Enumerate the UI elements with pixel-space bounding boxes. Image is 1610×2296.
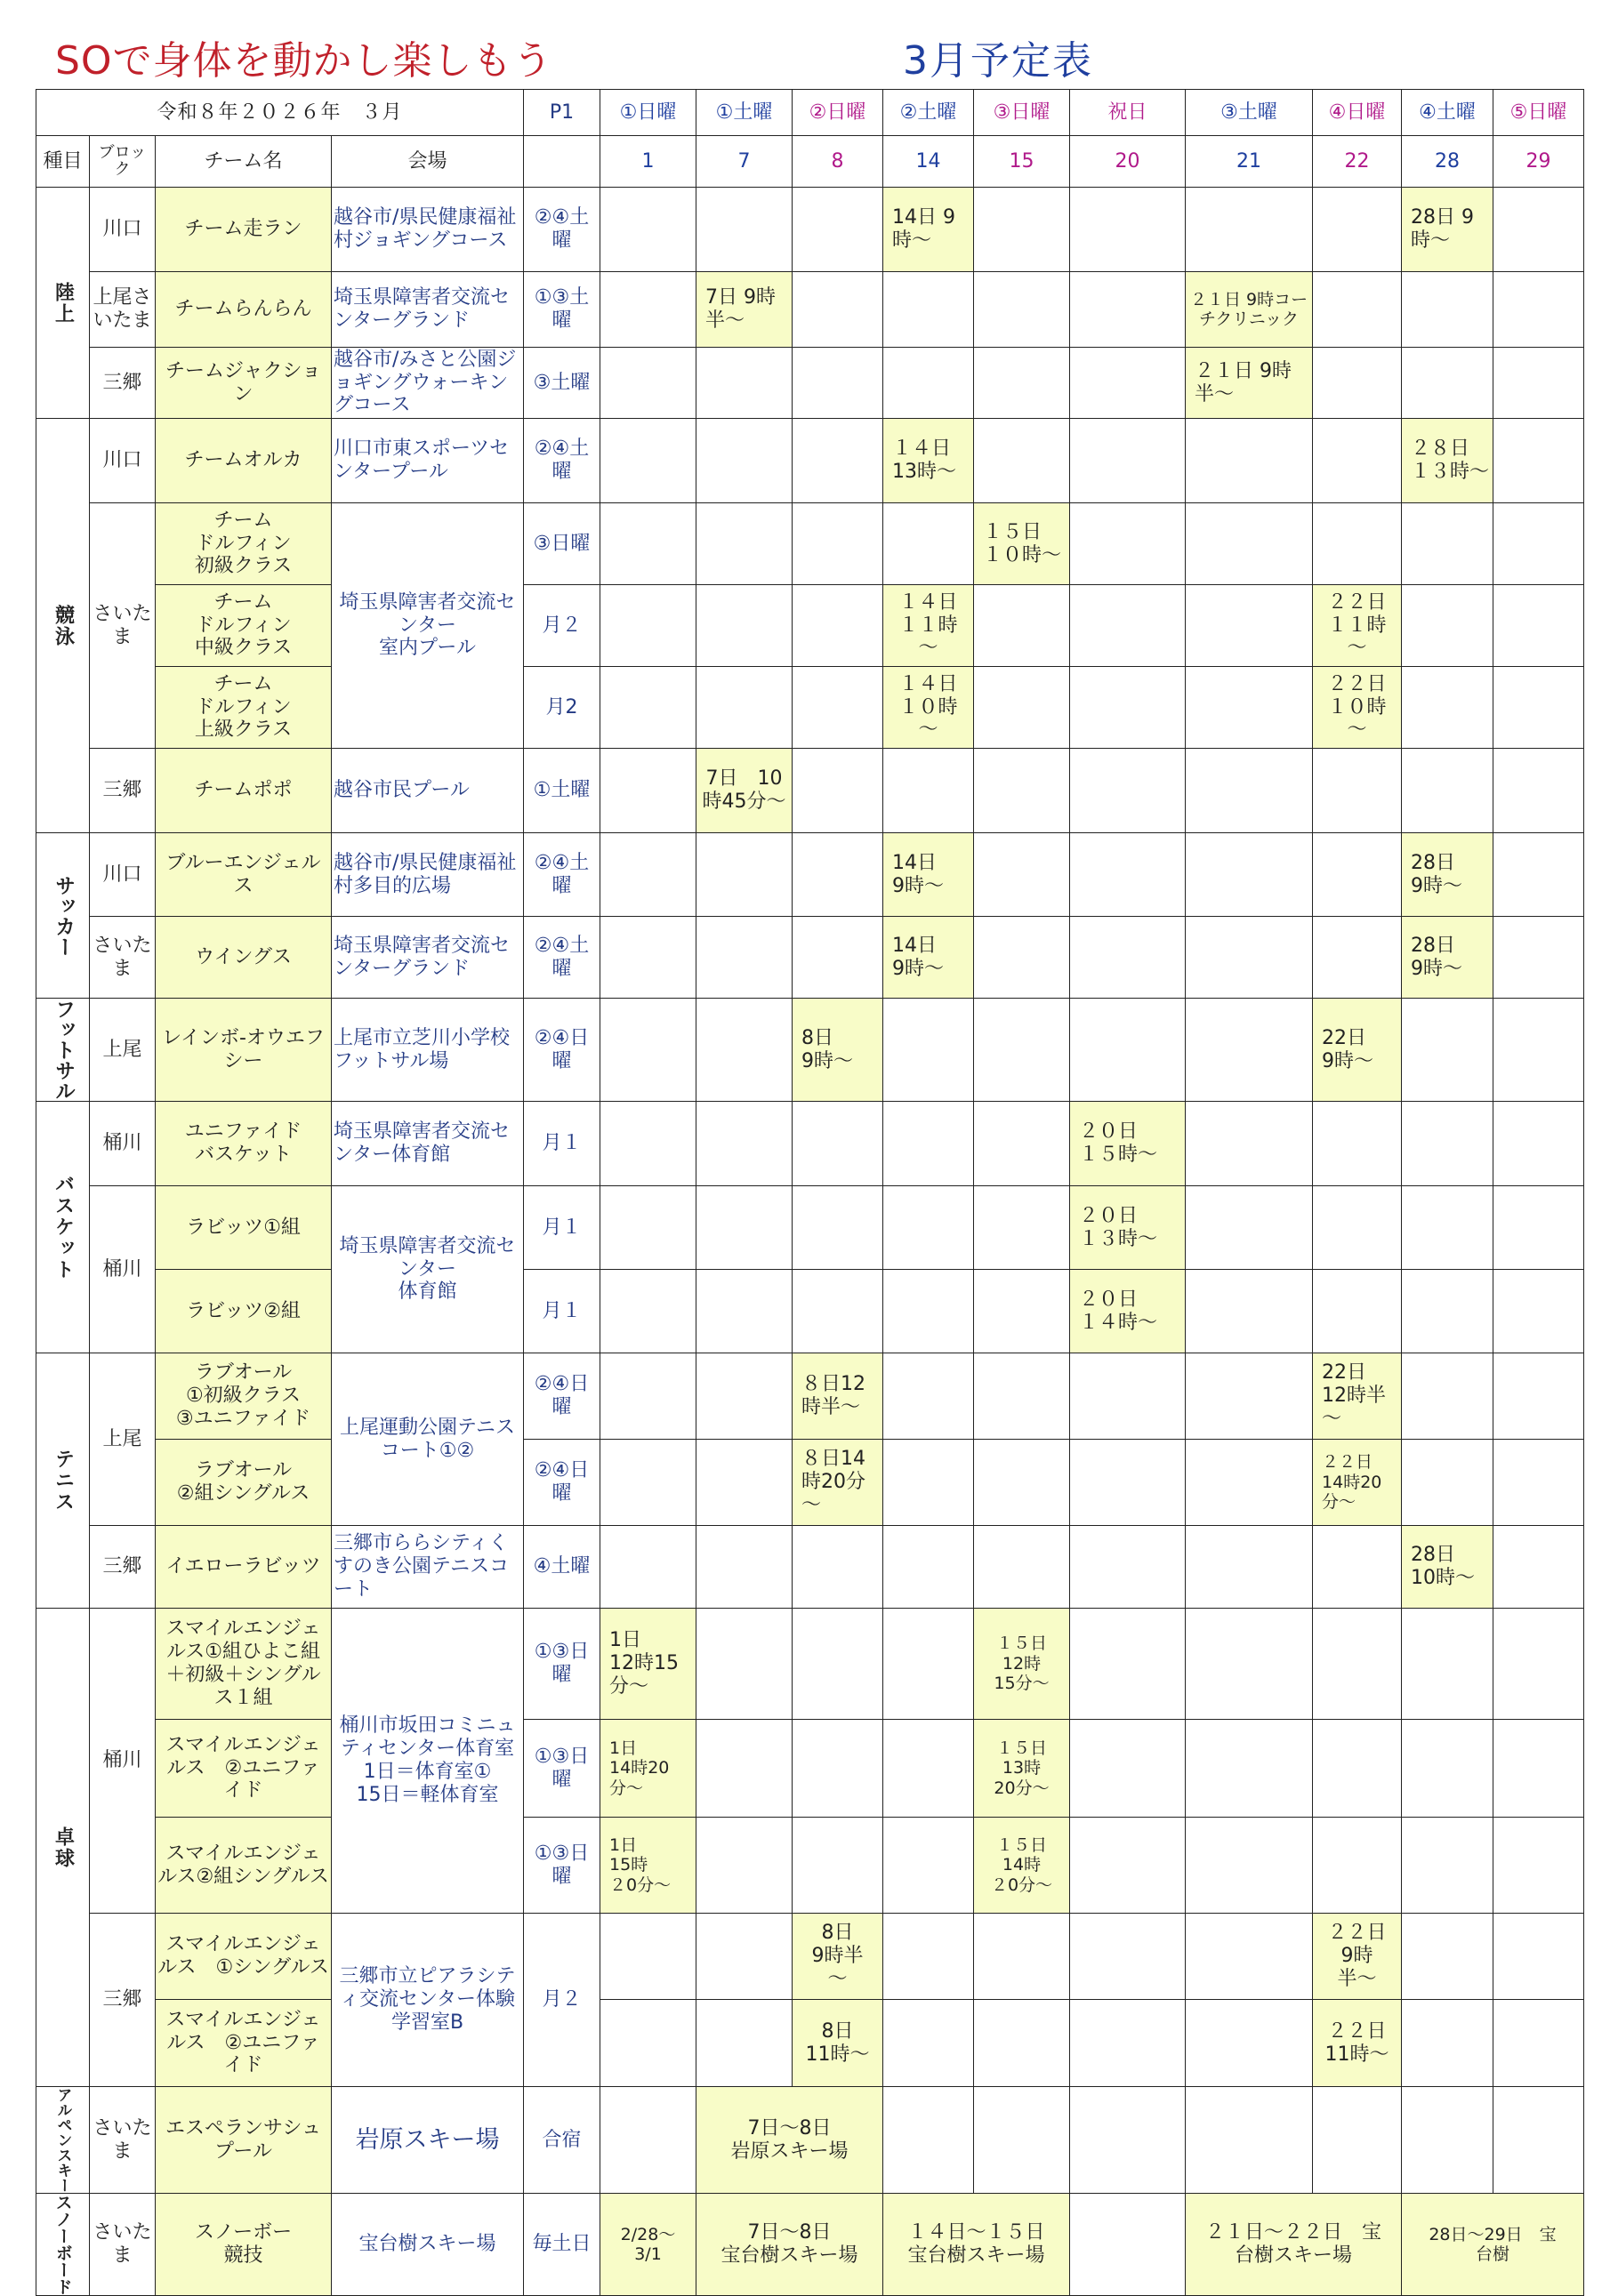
date-15: 15 xyxy=(974,136,1070,188)
event-cell: ２１日 9時コーチクリニック xyxy=(1186,272,1313,348)
event-cell: 14日 9時～ xyxy=(883,833,974,917)
weekday-14: ②土曜 xyxy=(883,90,974,136)
table-row xyxy=(36,419,1584,503)
schedule-rule: ①③土曜 xyxy=(524,272,600,348)
event-cell: ２１日 9時半～ xyxy=(1186,348,1313,419)
block-label: 三郷 xyxy=(90,348,156,419)
team-name: チームオルカ xyxy=(156,419,332,503)
event-cell: 28日 9時～ xyxy=(1402,917,1493,999)
block-label: さいたま xyxy=(90,503,156,749)
block-label: 三郷 xyxy=(90,749,156,833)
weekday-8: ②日曜 xyxy=(793,90,883,136)
table-row xyxy=(36,833,1584,917)
venue: 三郷市ららシティくすのき公園テニスコート xyxy=(332,1526,524,1609)
team-name: スノーボー 競技 xyxy=(156,2194,332,2296)
venue: 埼玉県障害者交流センターグランド xyxy=(332,917,524,999)
table-row xyxy=(36,999,1584,1102)
team-name: チーム走ラン xyxy=(156,188,332,272)
weekday-row xyxy=(36,90,1584,136)
event-cell: ２０日 １５時～ xyxy=(1070,1102,1186,1186)
block-label: 川口 xyxy=(90,833,156,917)
venue: 上尾市立芝川小学校フットサル場 xyxy=(332,999,524,1102)
venue: 越谷市/みさと公園ジョギングウォーキングコース xyxy=(332,348,524,419)
team-name: スマイルエンジェルス ①シングルス xyxy=(156,1914,332,2000)
event-cell: １４日 １１時 ～ xyxy=(883,585,974,667)
table-row xyxy=(36,1818,1584,1914)
event-cell: １４日～１５日 宝台樹スキー場 xyxy=(883,2194,1070,2296)
sport-label: テニス xyxy=(36,1353,90,1609)
date-29: 29 xyxy=(1493,136,1584,188)
weekday-15: ③日曜 xyxy=(974,90,1070,136)
block-label: さいたま xyxy=(90,2087,156,2194)
event-cell: 2/28～ 3/1 xyxy=(600,2194,696,2296)
sport-label: 卓球 xyxy=(36,1609,90,2087)
table-row xyxy=(36,272,1584,348)
event-cell: １５日 14時 ２0分～ xyxy=(974,1818,1070,1914)
block-label: 川口 xyxy=(90,188,156,272)
event-cell: 28日～29日 宝 台樹 xyxy=(1402,2194,1584,2296)
event-cell: ２１日～２２日 宝 台樹スキー場 xyxy=(1186,2194,1402,2296)
block-label: 上尾 xyxy=(90,1353,156,1526)
venue: 越谷市/県民健康福祉村ジョギングコース xyxy=(332,188,524,272)
era-label: 令和８年２０２６年 ３月 xyxy=(36,90,524,136)
venue: 埼玉県障害者交流センター 体育館 xyxy=(332,1186,524,1353)
block-label: 上尾さいたま xyxy=(90,272,156,348)
team-name: チームポポ xyxy=(156,749,332,833)
team-col-header: チーム名 xyxy=(156,136,332,188)
venue: 越谷市/県民健康福祉村多目的広場 xyxy=(332,833,524,917)
table-row xyxy=(36,585,1584,667)
table-row xyxy=(36,503,1584,585)
schedule-rule: ①③日曜 xyxy=(524,1818,600,1914)
team-name: ラブオール ②組シングルス xyxy=(156,1440,332,1526)
block-label: さいたま xyxy=(90,2194,156,2296)
schedule-rule: ①③日曜 xyxy=(524,1720,600,1818)
sport-label: アルペンスキー xyxy=(36,2087,90,2194)
event-cell: 8日 11時～ xyxy=(793,2000,883,2087)
table-row xyxy=(36,1353,1584,1440)
venue: 岩原スキー場 xyxy=(332,2087,524,2194)
date-row xyxy=(36,136,1584,188)
event-cell: ２２日 １０時 ～ xyxy=(1313,667,1402,749)
weekday-22: ④日曜 xyxy=(1313,90,1402,136)
event-cell: 14日 9時～ xyxy=(883,917,974,999)
p1-header: P1 xyxy=(524,90,600,136)
block-label: 桶川 xyxy=(90,1609,156,1914)
event-cell: 8日 9時～ xyxy=(793,999,883,1102)
team-name: スマイルエンジェルス ②ユニファイド xyxy=(156,1720,332,1818)
table-row xyxy=(36,917,1584,999)
sport-label: バスケット xyxy=(36,1102,90,1353)
event-cell: １４日 １０時 ～ xyxy=(883,667,974,749)
page-title: 3月予定表 xyxy=(903,38,1093,84)
table-row xyxy=(36,1270,1584,1353)
team-name: スマイルエンジェルス①組ひよこ組＋初級＋シングルス１組 xyxy=(156,1609,332,1720)
table-row xyxy=(36,2194,1584,2296)
table-row xyxy=(36,1440,1584,1526)
team-name: チームジャクション xyxy=(156,348,332,419)
event-cell: 22日 9時～ xyxy=(1313,999,1402,1102)
event-cell: 14日 9時～ xyxy=(883,188,974,272)
sport-col-header: 種目 xyxy=(36,136,90,188)
schedule-rule: ④土曜 xyxy=(524,1526,600,1609)
event-cell: 8日 9時半 ～ xyxy=(793,1914,883,2000)
event-cell: ２８日 １３時～ xyxy=(1402,419,1493,503)
slogan: SOで身体を動かし楽しもう xyxy=(55,38,553,84)
sport-label: スノーボード xyxy=(36,2194,90,2296)
schedule-rule: 月２ xyxy=(524,1914,600,2087)
venue: 宝台樹スキー場 xyxy=(332,2194,524,2296)
team-name: ラビッツ①組 xyxy=(156,1186,332,1270)
venue: 桶川市坂田コミニュティセンター体育室 1日＝体育室① 15日＝軽体育室 xyxy=(332,1609,524,1914)
table-row xyxy=(36,1914,1584,2000)
event-cell: ２０日 １３時～ xyxy=(1070,1186,1186,1270)
sport-label: 競泳 xyxy=(36,419,90,833)
schedule-rule: ②④日曜 xyxy=(524,1440,600,1526)
event-cell: ２２日 14時20 分～ xyxy=(1313,1440,1402,1526)
team-name: レインボ-オウエフシー xyxy=(156,999,332,1102)
event-cell: １５日 13時 20分～ xyxy=(974,1720,1070,1818)
block-label: さいたま xyxy=(90,917,156,999)
event-cell: 22日 12時半 ～ xyxy=(1313,1353,1402,1440)
venue: 川口市東スポーツセンタープール xyxy=(332,419,524,503)
block-col-header: ブロック xyxy=(90,136,156,188)
event-cell: 7日 9時半～ xyxy=(696,272,793,348)
table-row xyxy=(36,749,1584,833)
schedule-rule: 月１ xyxy=(524,1102,600,1186)
event-cell: 28日 9時～ xyxy=(1402,188,1493,272)
sport-label: サッカー xyxy=(36,833,90,999)
schedule-rule: 毎土日 xyxy=(524,2194,600,2296)
event-cell: 7日～8日 岩原スキー場 xyxy=(696,2087,883,2194)
schedule-rule: ②④日曜 xyxy=(524,999,600,1102)
date-7: 7 xyxy=(696,136,793,188)
team-name: スマイルエンジェルス ②ユニファイド xyxy=(156,2000,332,2087)
weekday-28: ④土曜 xyxy=(1402,90,1493,136)
event-cell: ８日14 時20分 ～ xyxy=(793,1440,883,1526)
schedule-table xyxy=(36,89,1584,2296)
event-cell: ２２日 １１時 ～ xyxy=(1313,585,1402,667)
event-cell: ８日12 時半～ xyxy=(793,1353,883,1440)
team-name: ラビッツ②組 xyxy=(156,1270,332,1353)
date-20: 20 xyxy=(1070,136,1186,188)
date-1: 1 xyxy=(600,136,696,188)
team-name: スマイルエンジェルス②組シングルス xyxy=(156,1818,332,1914)
schedule-rule: ②④土曜 xyxy=(524,833,600,917)
date-21: 21 xyxy=(1186,136,1313,188)
table-row xyxy=(36,348,1584,419)
event-cell: ２０日 １４時～ xyxy=(1070,1270,1186,1353)
date-28: 28 xyxy=(1402,136,1493,188)
event-cell: ２２日 11時～ xyxy=(1313,2000,1402,2087)
event-cell: 7日～8日 宝台樹スキー場 xyxy=(696,2194,883,2296)
table-row xyxy=(36,2000,1584,2087)
venue: 越谷市民プール xyxy=(332,749,524,833)
venue: 埼玉県障害者交流センター体育館 xyxy=(332,1102,524,1186)
block-label: 三郷 xyxy=(90,1526,156,1609)
venue: 埼玉県障害者交流センター 室内プール xyxy=(332,503,524,749)
block-label: 上尾 xyxy=(90,999,156,1102)
weekday-20: 祝日 xyxy=(1070,90,1186,136)
block-label: 桶川 xyxy=(90,1186,156,1353)
event-cell: 1日 15時 ２0分～ xyxy=(600,1818,696,1914)
event-cell: １５日 １０時～ xyxy=(974,503,1070,585)
table-row xyxy=(36,1526,1584,1609)
table-row xyxy=(36,1720,1584,1818)
schedule-rule: ②④日曜 xyxy=(524,1353,600,1440)
schedule-rule: ②④土曜 xyxy=(524,917,600,999)
date-8: 8 xyxy=(793,136,883,188)
date-14: 14 xyxy=(883,136,974,188)
p1-spacer xyxy=(524,136,600,188)
schedule-rule: ①③日曜 xyxy=(524,1609,600,1720)
schedule-rule: 合宿 xyxy=(524,2087,600,2194)
table-row xyxy=(36,1609,1584,1720)
weekday-7: ①土曜 xyxy=(696,90,793,136)
event-cell: １４日 13時～ xyxy=(883,419,974,503)
schedule-rule: ③土曜 xyxy=(524,348,600,419)
venue: 三郷市立ピアラシティ交流センター体験学習室B xyxy=(332,1914,524,2087)
table-row xyxy=(36,1102,1584,1186)
team-name: ブルーエンジェルス xyxy=(156,833,332,917)
block-label: 川口 xyxy=(90,419,156,503)
table-row xyxy=(36,188,1584,272)
weekday-21: ③土曜 xyxy=(1186,90,1313,136)
sport-label: 陸上 xyxy=(36,188,90,419)
schedule-rule: 月２ xyxy=(524,585,600,667)
venue: 上尾運動公園テニスコート①② xyxy=(332,1353,524,1526)
block-label: 桶川 xyxy=(90,1102,156,1186)
event-cell: １５日 12時 15分～ xyxy=(974,1609,1070,1720)
event-cell: 28日 9時～ xyxy=(1402,833,1493,917)
table-row xyxy=(36,2087,1584,2194)
team-name: イエローラビッツ xyxy=(156,1526,332,1609)
schedule-rule: ②④土曜 xyxy=(524,419,600,503)
event-cell: 28日 10時～ xyxy=(1402,1526,1493,1609)
team-name: チーム ドルフィン 中級クラス xyxy=(156,585,332,667)
weekday-29: ⑤日曜 xyxy=(1493,90,1584,136)
team-name: チームらんらん xyxy=(156,272,332,348)
team-name: ユニファイド バスケット xyxy=(156,1102,332,1186)
table-row xyxy=(36,667,1584,749)
weekday-1: ①日曜 xyxy=(600,90,696,136)
date-22: 22 xyxy=(1313,136,1402,188)
event-cell: ２２日 9時 半～ xyxy=(1313,1914,1402,2000)
venue: 埼玉県障害者交流センターグランド xyxy=(332,272,524,348)
schedule-rule: 月１ xyxy=(524,1270,600,1353)
schedule-rule: ②④土曜 xyxy=(524,188,600,272)
schedule-rule: ③日曜 xyxy=(524,503,600,585)
event-cell: 1日 14時20 分～ xyxy=(600,1720,696,1818)
event-cell: 1日 12時15 分～ xyxy=(600,1609,696,1720)
event-cell: 7日 10 時45分～ xyxy=(696,749,793,833)
venue-col-header: 会場 xyxy=(332,136,524,188)
schedule-rule: 月2 xyxy=(524,667,600,749)
team-name: ラブオール ①初級クラス ③ユニファイド xyxy=(156,1353,332,1440)
schedule-rule: 月１ xyxy=(524,1186,600,1270)
team-name: エスペランサシュプール xyxy=(156,2087,332,2194)
team-name: チーム ドルフィン 上級クラス xyxy=(156,667,332,749)
team-name: チーム ドルフィン 初級クラス xyxy=(156,503,332,585)
sport-label: フットサル xyxy=(36,999,90,1102)
block-label: 三郷 xyxy=(90,1914,156,2087)
table-row xyxy=(36,1186,1584,1270)
team-name: ウイングス xyxy=(156,917,332,999)
schedule-rule: ①土曜 xyxy=(524,749,600,833)
